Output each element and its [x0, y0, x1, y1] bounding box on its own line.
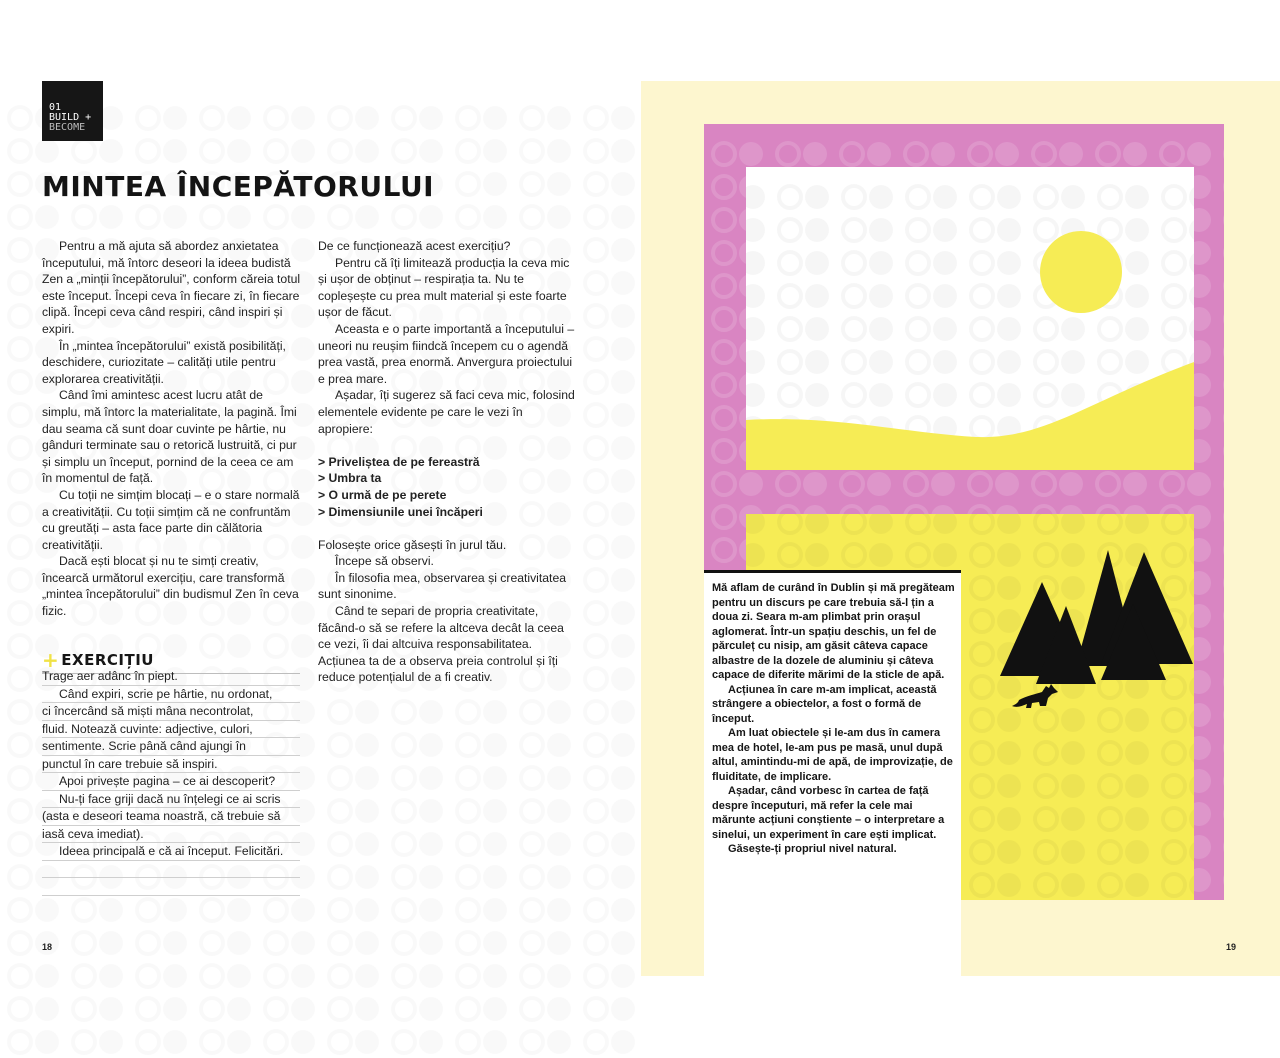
list-item: > Umbra ta [318, 471, 382, 486]
caption-paragraph: Am luat obiectele și le-am dus în camera mea de hotel, le-am pus pe masă, unul după altul, amintindu-mi de apă, de improvizație, de fluiditate, de implicare. [712, 727, 953, 783]
exercise-title: EXERCIȚIU [61, 651, 154, 669]
page-number-right: 19 [1226, 942, 1237, 952]
paragraph: Aceasta e o parte importantă a începutului – uneori nu reușim fiindcă începem cu o agendă prea vastă, prea enormă. Anvergura proiectului e prea mare. [318, 321, 575, 386]
exercise-line [42, 878, 300, 896]
exercise-line: iasă ceva imediat). [42, 826, 300, 844]
exercise-line: ci încercând să miști mâna necontrolat, [42, 703, 300, 721]
caption-paragraph: Găsește-ți propriul nivel natural. [728, 843, 897, 855]
paragraph: Când îmi amintesc acest lucru atât de simplu, mă întorc la materialitate, la pagină. Îmi dau seama că sunt doar cuvinte pe hârtie, nu gânduri terminate sau o retorică lustruită, ci pur și simplu un început, pornind de la ceea ce am în momentul de față. [42, 388, 297, 486]
exercise-line: sentimente. Scrie până când ajungi în [42, 738, 300, 756]
exercise-line: (asta e deseori teama noastră, că trebuie să [42, 808, 300, 826]
paragraph: Dacă ești blocat și nu te simți creativ, încearcă următorul exercițiu, care transformă „mintea începătorului” din budismul Zen în ceva fizic. [42, 554, 299, 619]
paragraph: Folosește orice găsești în jurul tău. [318, 537, 507, 552]
paragraph: În filosofia mea, observarea și creativitatea sunt sinonime. [318, 570, 566, 602]
tree-icon [1000, 550, 1193, 684]
badge-build: BUILD [49, 112, 80, 123]
hill [746, 362, 1194, 470]
exercise-line: Trage aer adânc în piept. [42, 668, 300, 686]
paragraph: În „mintea începătorului” există posibilități, deschidere, curiozitate – calități utile pentru explorarea creativității. [42, 338, 286, 386]
sun-icon [1040, 231, 1122, 313]
window-top-panel [746, 167, 1194, 470]
caption-box [704, 570, 961, 976]
chapter-badge [42, 81, 103, 141]
badge-become: BECOME [49, 122, 86, 133]
text-column-1 [42, 238, 304, 620]
exercise-line: punctul în care trebuie să inspiri. [42, 756, 300, 774]
text-column-2 [318, 238, 580, 686]
exercise-line [42, 861, 300, 879]
list-item: > Priveliștea de pe fereastră [318, 454, 480, 469]
exercise-line: Nu-ți face griji dacă nu înțelegi ce ai scris [42, 791, 300, 809]
exercise-line: Apoi privește pagina – ce ai descoperit? [42, 773, 300, 791]
plus-icon: + [42, 648, 60, 672]
page-title: MINTEA ÎNCEPĂTORULUI [42, 170, 435, 203]
exercise-line: Ideea principală e că ai început. Felicitări. [42, 843, 300, 861]
caption-paragraph: Așadar, când vorbesc în cartea de față despre începuturi, mă refer la cele mai mărunte acțiuni conștiente – o interpretare a sinelui, un experiment în care ești implicat. [712, 785, 945, 841]
list-item: > O urmă de pe perete [318, 487, 447, 502]
page-number-left: 18 [42, 942, 53, 952]
badge-plus: + [85, 112, 92, 123]
paragraph: Pentru că îți limitează producția la ceva mic și ușor de obținut – respirația ta. Nu te copleșește cu prea mult material și este foarte ușor de făcut. [318, 255, 570, 320]
paragraph: Pentru a mă ajuta să abordez anxietatea începutului, mă întorc deseori la ideea budistă Zen a „minții începătorului”, conform căreia totul este început. Începi ceva în fiecare zi, în fiecare clipă. Începi ceva când respiri, când inspiri și expiri. [42, 239, 301, 336]
paragraph: Începe să observi. [335, 554, 434, 569]
exercise-line: Când expiri, scrie pe hârtie, nu ordonat, [42, 686, 300, 704]
badge-number: 01 [49, 102, 62, 113]
exercise-lines [42, 668, 300, 896]
question: De ce funcționează acest exercițiu? [318, 239, 511, 253]
paragraph: Așadar, îți sugerez să faci ceva mic, folosind elementele evidente pe care le vezi în apropiere: [318, 388, 575, 436]
caption-paragraph: Mă aflam de curând în Dublin și mă pregăteam pentru un discurs pe care trebuia să-l țin a doua zi. Seara m-am plimbat prin orașul aglomerat. Într-un spațiu deschis, un fel de părculeț cu nisip, am găsit câteva capace albastre de la dozele de aluminiu și câteva capace de diferite mărimi de la sticle de apă. [712, 582, 955, 681]
paragraph: Când te separi de propria creativitate, făcând-o să se refere la altceva decât la ceea ce vezi, îi dai altcuiva responsabilitatea. Acțiunea ta de a observa preia controlul și îți reduce potențialul de a fi creativ. [318, 604, 564, 685]
list-item: > Dimensiunile unei încăperi [318, 504, 483, 519]
caption-paragraph: Acțiunea în care m-am implicat, această strângere a obiectelor, a fost o formă de început. [712, 683, 937, 725]
paragraph: Cu toții ne simțim blocați – e o stare normală a creativității. Cu toții simțim că ne confruntăm cu greutăți – asta face parte din călătoria creativității. [42, 487, 300, 552]
exercise-line: fluid. Notează cuvinte: adjective, culori, [42, 721, 300, 739]
